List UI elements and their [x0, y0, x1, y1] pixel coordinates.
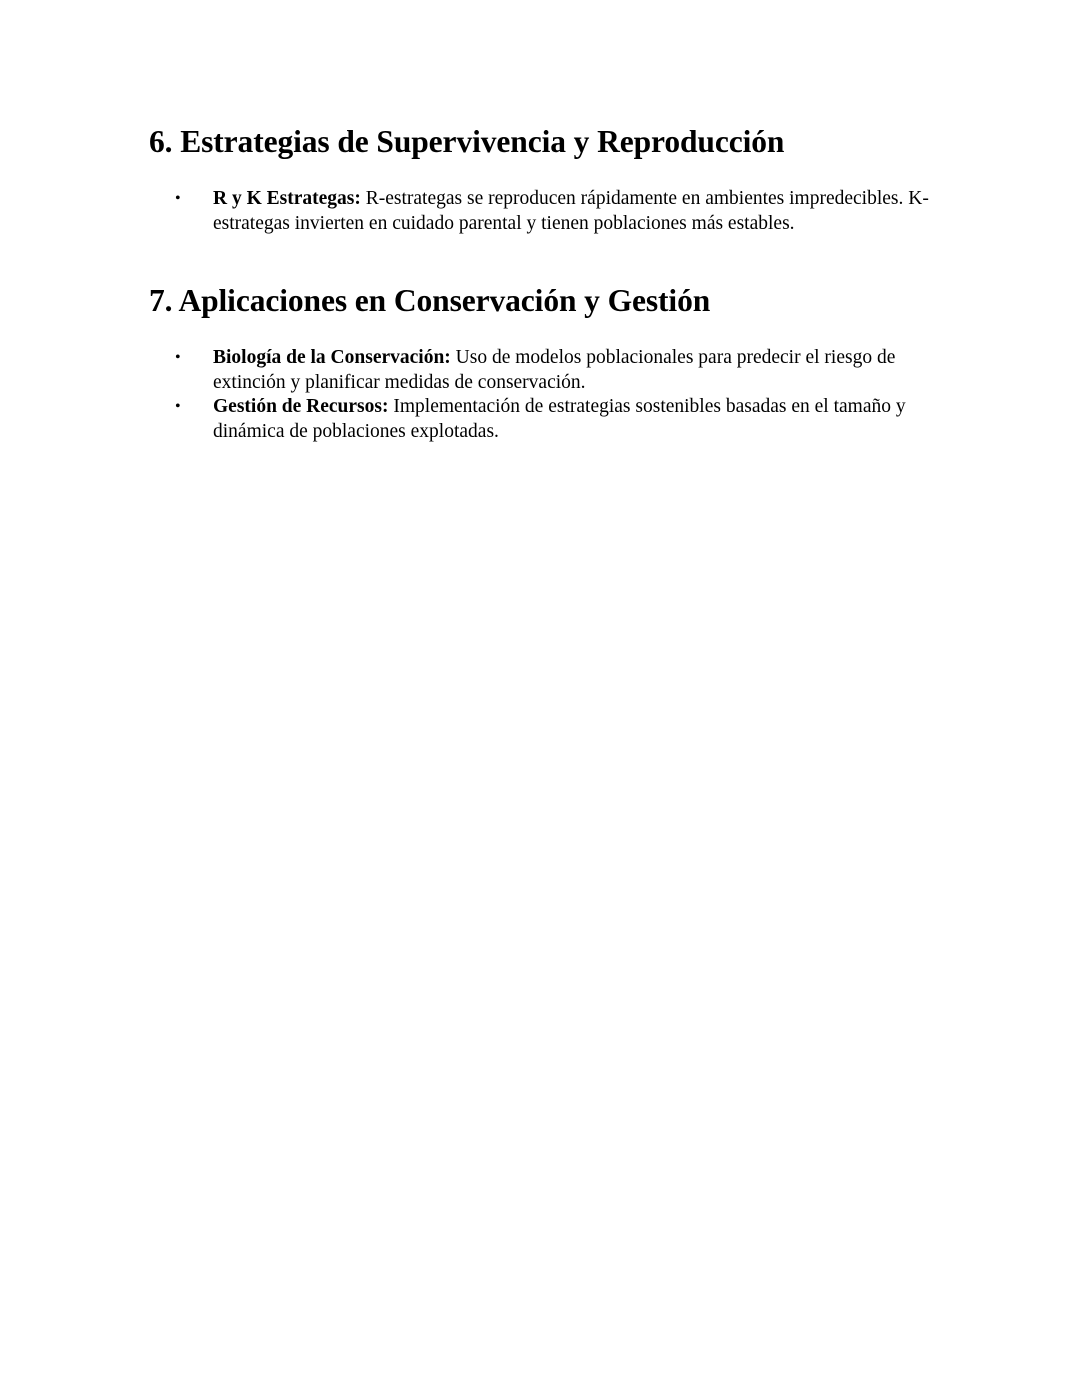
bullet-icon: •	[175, 398, 181, 415]
list-item	[149, 395, 933, 444]
item-text: Uso de modelos poblacionales para predecir el riesgo de extinción y planificar medidas de conservación.	[213, 347, 896, 393]
bullet-icon: •	[175, 190, 181, 207]
item-text: Implementación de estrategias sostenibles basadas en el tamaño y dinámica de poblaciones explotadas.	[213, 396, 906, 442]
item-text: R-estrategas se reproducen rápidamente en ambientes impredecibles. K-estrategas invierten en cuidado parental y tienen poblaciones más estables.	[213, 188, 929, 234]
section-survival-strategies	[149, 122, 949, 236]
item-term: Gestión de Recursos:	[213, 396, 389, 417]
list-item	[149, 187, 933, 236]
item-term: R y K Estrategas:	[213, 188, 361, 209]
section-heading: 7. Aplicaciones en Conservación y Gestión	[149, 283, 711, 318]
list-item	[149, 346, 933, 395]
bullet-list	[149, 187, 949, 236]
bullet-list	[149, 346, 949, 444]
section-conservation-applications	[149, 281, 949, 444]
item-term: Biología de la Conservación:	[213, 347, 451, 368]
section-heading: 6. Estrategias de Supervivencia y Reproducción	[149, 124, 785, 159]
bullet-icon: •	[175, 349, 181, 366]
